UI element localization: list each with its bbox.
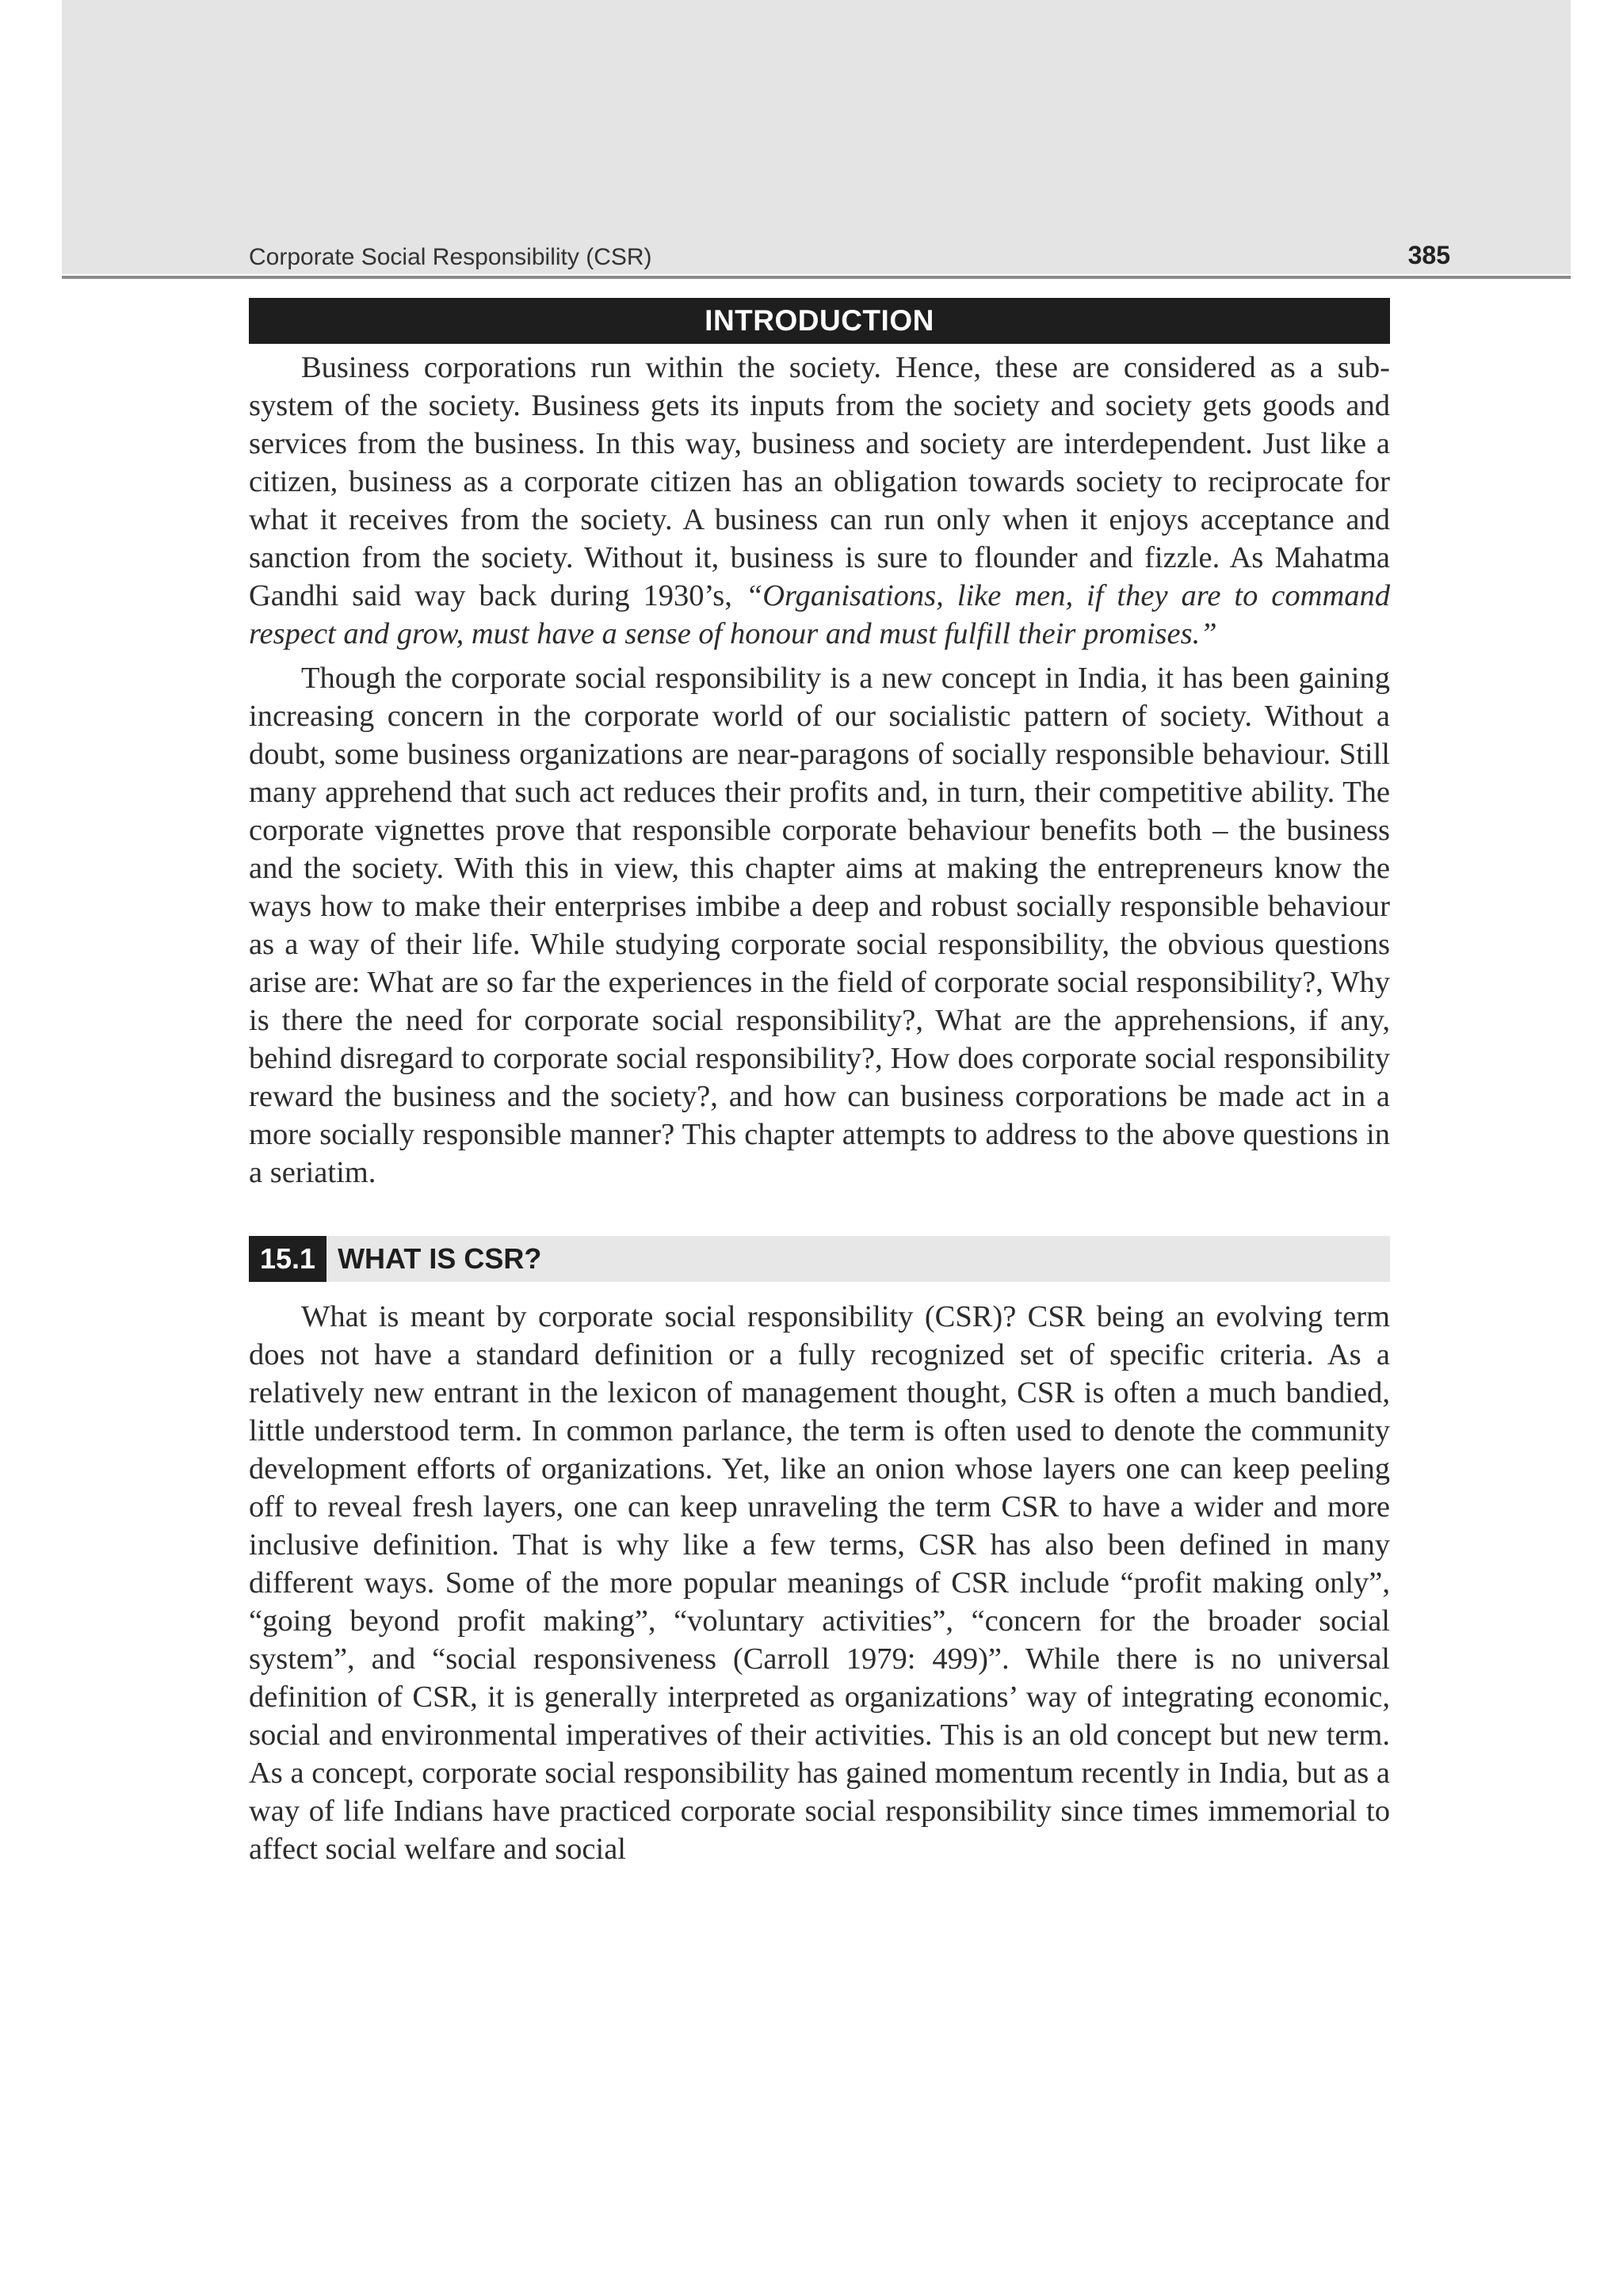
- page-number: 385: [1407, 241, 1450, 269]
- running-header: [62, 235, 1571, 279]
- section-number: 15.1: [249, 1236, 327, 1282]
- section-heading-15-1: [249, 1236, 1390, 1282]
- gandhi-quote: “Organisations, like men, if they are to command respect and grow, must have a sense of honour and must fulfill their promises.”: [249, 579, 1390, 650]
- introduction-heading: INTRODUCTION: [249, 298, 1390, 344]
- page-body: [249, 298, 1390, 1868]
- introduction-paragraph-1: [249, 349, 1390, 653]
- section-title: WHAT IS CSR?: [338, 1242, 542, 1275]
- section-15-1-paragraph-1: What is meant by corporate social responsibility (CSR)? CSR being an evolving term does not have a standard definition or a fully recognized set of specific criteria. As a relatively new entrant in the lexicon of management thought, CSR is often a much bandied, little understood term. In common parlance, the term is often used to denote the community development efforts of organizations. Yet, like an onion whose layers one can keep peeling off to reveal fresh layers, one can keep unraveling the term CSR to have a wider and more inclusive definition. That is why like a few terms, CSR has also been defined in many different ways. Some of the more popular meanings of CSR include “profit making only”, “going beyond profit making”, “voluntary activities”, “concern for the broader social system”, and “social responsiveness (Carroll 1979: 499)”. While there is no universal definition of CSR, it is generally interpreted as organizations’ way of integrating economic, social and environmental imperatives of their activities. This is an old concept but new term. As a concept, corporate social responsibility has gained momentum recently in India, but as a way of life Indians have practiced corporate social responsibility since times immemorial to affect social welfare and social: [249, 1300, 1390, 1866]
- introduction-paragraph-1-text: Business corporations run within the society. Hence, these are considered as a sub-system of the society. Business gets its inputs from the society and society gets goods and services from the business. In this way, business and society are interdependent. Just like a citizen, business as a corporate citizen has an obligation towards society to reciprocate for what it receives from the society. A business can run only when it enjoys acceptance and sanction from the society. Without it, business is sure to flounder and fizzle. As Mahatma Gandhi said way back during 1930’s,: [249, 351, 1390, 612]
- top-margin-band: [62, 0, 1571, 274]
- introduction-paragraph-2: Though the corporate social responsibility is a new concept in India, it has been gaining increasing concern in the corporate world of our socialistic pattern of society. Without a doubt, some business organizations are near-paragons of socially responsible behaviour. Still many apprehend that such act reduces their profits and, in turn, their competitive ability. The corporate vignettes prove that responsible corporate behaviour benefits both – the business and the society. With this in view, this chapter aims at making the entrepreneurs know the ways how to make their enterprises imbibe a deep and robust socially responsible behaviour as a way of their life. While studying corporate social responsibility, the obvious questions arise are: What are so far the experiences in the field of corporate social responsibility?, Why is there the need for corporate social responsibility?, What are the apprehensions, if any, behind disregard to corporate social responsibility?, How does corporate social responsibility reward the business and the society?, and how can business corporations be made act in a more socially responsible manner? This chapter attempts to address to the above questions in a seriatim.: [249, 662, 1390, 1189]
- running-title: Corporate Social Responsibility (CSR): [249, 244, 652, 270]
